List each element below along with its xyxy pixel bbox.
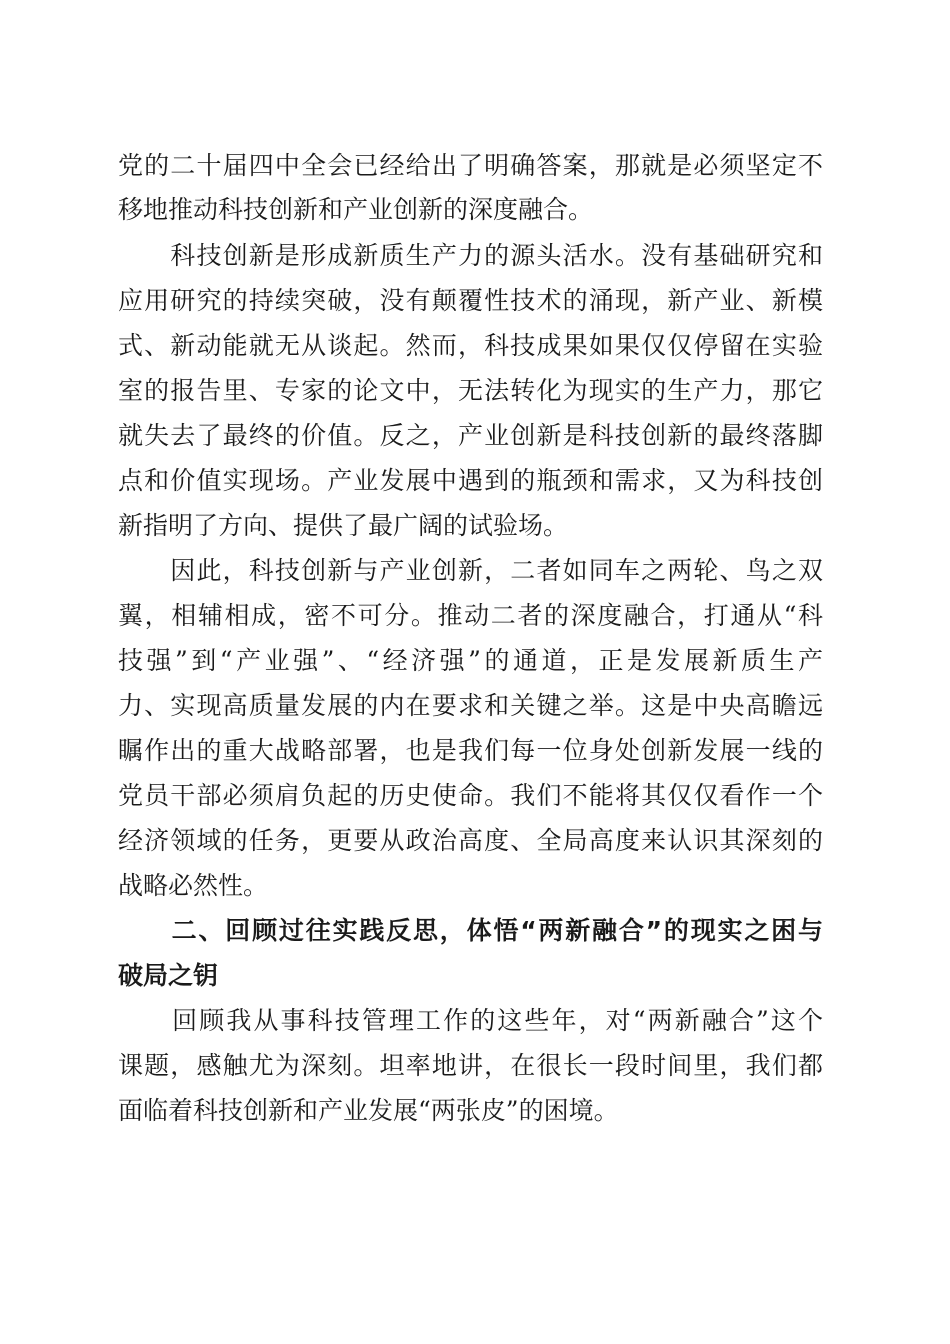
text-line: 课题，感触尤为深刻。坦率地讲，在很长一段时间里，我们都 bbox=[118, 1051, 823, 1080]
text-line: 就失去了最终的价值。反之，产业创新是科技创新的最终落脚 bbox=[118, 421, 823, 450]
heading-line: 二、回顾过往实践反思，体悟“两新融合”的现实之困与 bbox=[118, 916, 823, 945]
text-line: 回顾我从事科技管理工作的这些年，对“两新融合”这个 bbox=[118, 1006, 823, 1035]
heading-line: 破局之钥 bbox=[118, 961, 219, 990]
text-line: 翼，相辅相成，密不可分。推动二者的深度融合，打通从“科 bbox=[118, 601, 823, 630]
text-line: 技强”到“产业强”、“经济强”的通道，正是发展新质生产 bbox=[118, 646, 823, 675]
text-line: 党的二十届四中全会已经给出了明确答案，那就是必须坚定不 bbox=[118, 151, 823, 180]
text-line: 党员干部必须肩负起的历史使命。我们不能将其仅仅看作一个 bbox=[118, 781, 823, 810]
text-line: 战略必然性。 bbox=[118, 871, 269, 900]
text-line: 点和价值实现场。产业发展中遇到的瓶颈和需求，又为科技创 bbox=[118, 466, 823, 495]
text-line: 移地推动科技创新和产业创新的深度融合。 bbox=[118, 195, 594, 224]
text-line: 因此，科技创新与产业创新，二者如同车之两轮、鸟之双 bbox=[118, 556, 823, 585]
text-line: 科技创新是形成新质生产力的源头活水。没有基础研究和 bbox=[118, 241, 823, 270]
text-line: 经济领域的任务，更要从政治高度、全局高度来认识其深刻的 bbox=[118, 826, 823, 855]
text-line: 力、实现高质量发展的内在要求和关键之举。这是中央高瞻远 bbox=[118, 691, 823, 720]
text-line: 新指明了方向、提供了最广阔的试验场。 bbox=[118, 511, 569, 540]
text-line: 应用研究的持续突破，没有颠覆性技术的涌现，新产业、新模 bbox=[118, 286, 823, 315]
text-line: 瞩作出的重大战略部署，也是我们每一位身处创新发展一线的 bbox=[118, 736, 823, 765]
text-line: 室的报告里、专家的论文中，无法转化为现实的生产力，那它 bbox=[118, 376, 823, 405]
text-line: 面临着科技创新和产业发展“两张皮”的困境。 bbox=[118, 1096, 619, 1125]
text-line: 式、新动能就无从谈起。然而，科技成果如果仅仅停留在实验 bbox=[118, 331, 823, 360]
